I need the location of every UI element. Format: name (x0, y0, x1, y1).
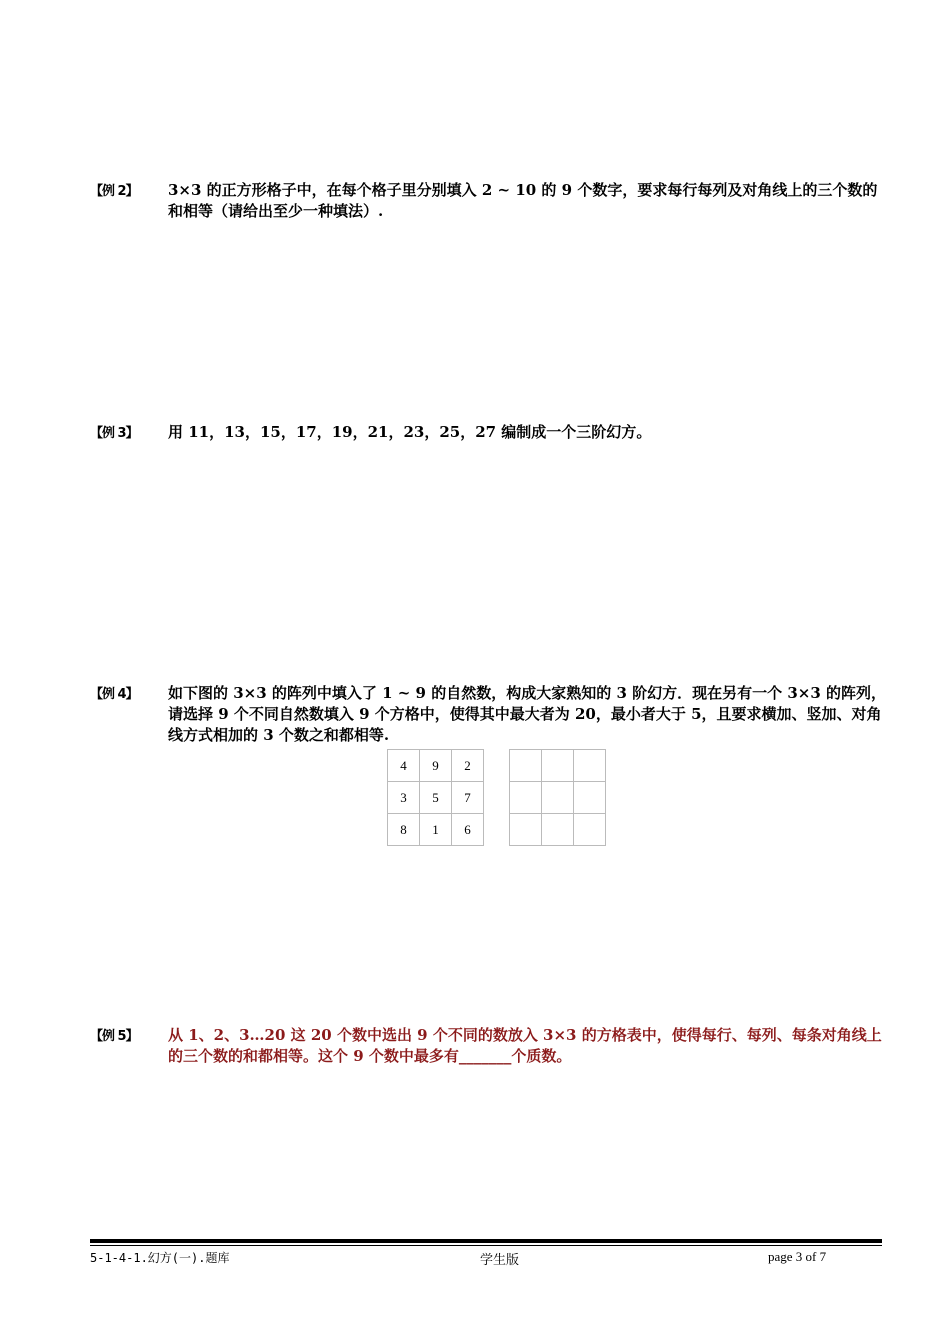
grid-figure (387, 749, 606, 846)
grid-cell: 4 (388, 750, 420, 782)
grid-cell: 1 (420, 814, 452, 846)
empty-grid (509, 749, 606, 846)
empty-grid-cell (542, 750, 574, 782)
footer-page-number: page 3 of 7 (768, 1249, 827, 1264)
grid-cell: 6 (452, 814, 484, 846)
empty-grid-cell (510, 782, 542, 814)
problem-tag: 【例 2】 (90, 184, 138, 199)
footer-rule (90, 1239, 882, 1243)
empty-grid-cell (574, 814, 606, 846)
problem-tag: 【例 5】 (90, 1029, 138, 1044)
empty-grid-cell (510, 814, 542, 846)
empty-grid-cell (574, 750, 606, 782)
grid-cell: 3 (388, 782, 420, 814)
footer-rule-thin (90, 1245, 882, 1246)
grid-cell: 7 (452, 782, 484, 814)
problem-text: 从 1、2、3…20 这 20 个数中选出 9 个不同的数放入 3×3 的方格表中，使得每行、每列、每条对角线上的三个数的和都相等。这个 9 个数中最多有_______个质数。 (168, 1026, 882, 1065)
problem-text: 用 11，13，15，17，19，21，23，25，27 编制成一个三阶幻方。 (168, 423, 652, 441)
grid-cell: 2 (452, 750, 484, 782)
empty-grid-cell (542, 782, 574, 814)
empty-grid-cell (542, 814, 574, 846)
footer-edition: 学生版 (480, 1253, 520, 1268)
grid-cell: 8 (388, 814, 420, 846)
problem-tag: 【例 4】 (90, 687, 138, 702)
grid-cell: 9 (420, 750, 452, 782)
magic-square-grid (387, 749, 484, 846)
problem-tag: 【例 3】 (90, 426, 138, 441)
problem-text: 如下图的 3×3 的阵列中填入了 1 ~ 9 的自然数，构成大家熟知的 3 阶幻方．现在另有一个 3×3 的阵列，请选择 9 个不同自然数填入 9 个方格中，使得其中最大者为 20，最小者大于 5，且要求横加、竖加、对角线方式相加的 3 个数之和都相等. (168, 684, 886, 744)
problem-text: 3×3 的正方形格子中，在每个格子里分别填入 2 ~ 10 的 9 个数字，要求每行每列及对角线上的三个数的和相等（请给出至少一种填法）. (168, 181, 878, 220)
footer-document-id: 5-1-4-1.幻方(一).题库 (90, 1251, 230, 1265)
empty-grid-cell (574, 782, 606, 814)
empty-grid-cell (510, 750, 542, 782)
grid-cell: 5 (420, 782, 452, 814)
